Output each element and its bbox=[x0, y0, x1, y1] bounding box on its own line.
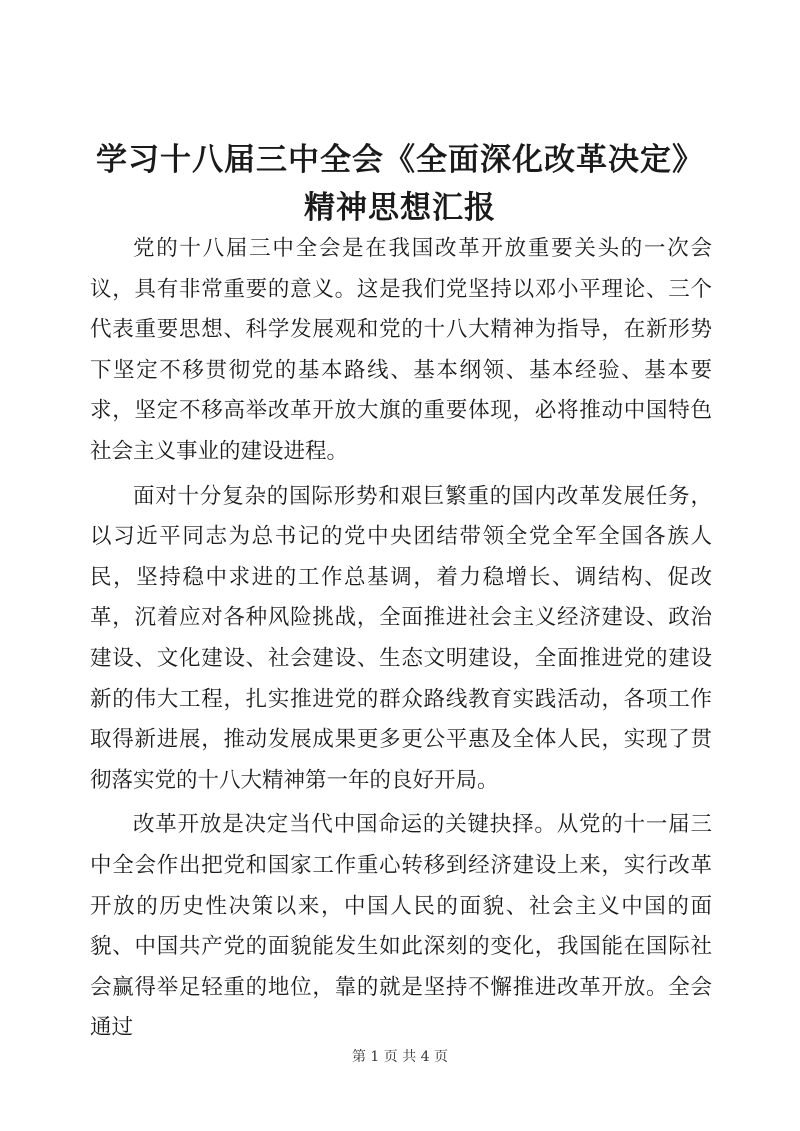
page-number-footer: 第 1 页 共 4 页 bbox=[351, 1049, 449, 1065]
paragraph-3: 改革开放是决定当代中国命运的关键抉择。从党的十一届三中全会作出把党和国家工作重心转移到经济建设上来，实行改革开放的历史性决策以来，中国人民的面貌、社会主义中国的面貌、中国共产党的面貌能发生如此深刻的变化，我国能在国际社会赢得举足轻重的地位，靠的就是坚持不懈推进改革开放。全会通过 bbox=[90, 812, 712, 1041]
paragraph-2: 面对十分复杂的国际形势和艰巨繁重的国内改革发展任务，以习近平同志为总书记的党中央团结带领全党全军全国各族人民，坚持稳中求进的工作总基调，着力稳增长、调结构、促改革，沉着应对各种风险挑战，全面推进社会主义经济建设、政治建设、文化建设、社会建设、生态文明建设，全面推进党的建设新的伟大工程，扎实推进党的群众路线教育实践活动，各项工作取得新进展，推动发展成果更多更公平惠及全体人民，实现了贯彻落实党的十八大精神第一年的良好开局。 bbox=[90, 483, 712, 793]
document-title: 学习十八届三中全会《全面深化改革决定》精神思想汇报 bbox=[96, 142, 704, 226]
document-body bbox=[90, 229, 712, 1053]
paragraph-1: 党的十八届三中全会是在我国改革开放重要关头的一次会议，具有非常重要的意义。这是我们党坚持以邓小平理论、三个代表重要思想、科学发展观和党的十八大精神为指导，在新形势下坚定不移贯彻党的基本路线、基本纲领、基本经验、基本要求，坚定不移高举改革开放大旗的重要体现，必将推动中国特色社会主义事业的建设进程。 bbox=[90, 236, 712, 464]
